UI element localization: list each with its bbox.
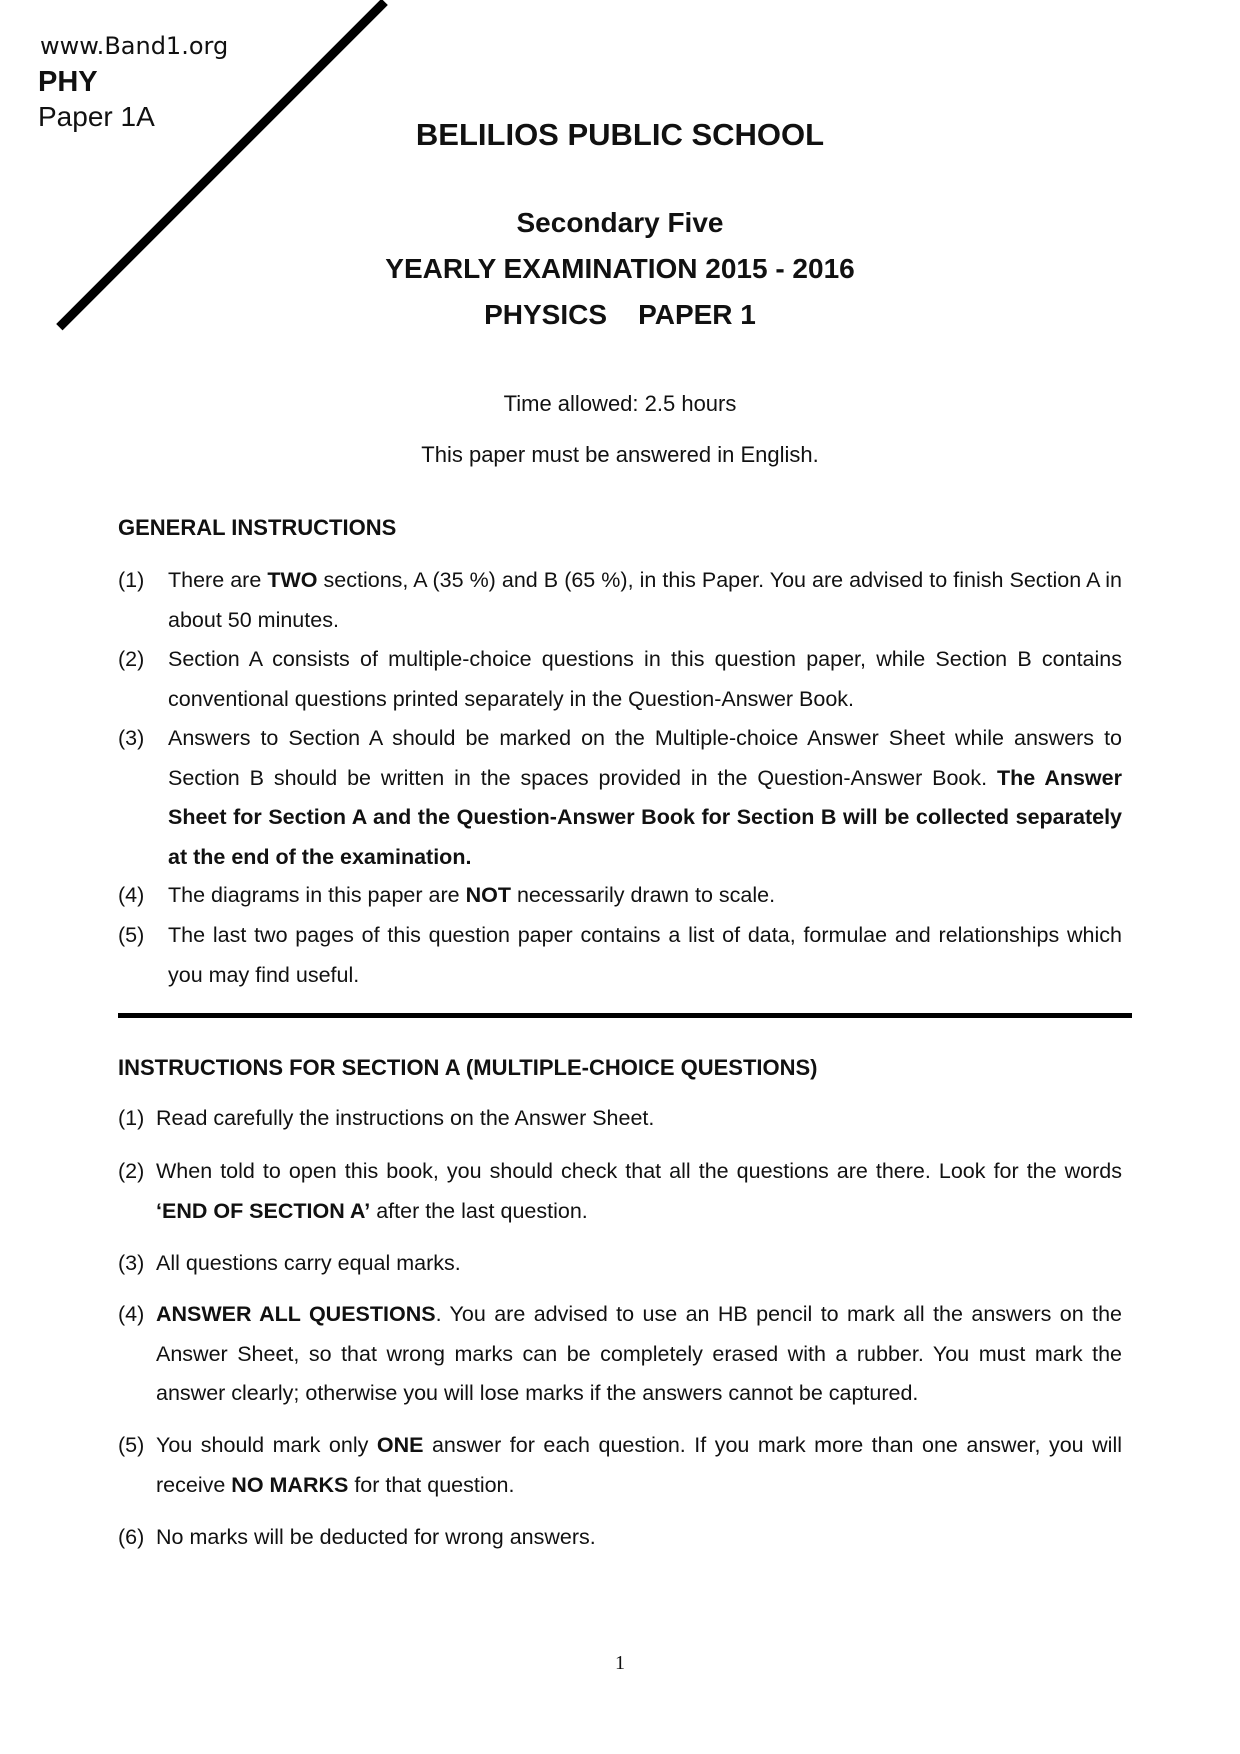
subject-code: PHY: [38, 66, 98, 98]
item-number: (1): [118, 1106, 145, 1130]
text: . You are advised to use an HB pencil to mark all the answers on the Answer Sheet, so that wrong marks can be completely erased with a rubber. You must mark the answer clearly; otherwise you will lose marks if the answers cannot be captured.: [156, 1302, 1123, 1405]
time-allowed: Time allowed: 2.5 hours: [503, 391, 737, 416]
item-number: (2): [118, 1159, 145, 1183]
instruction-item: [118, 640, 1122, 719]
item-text: [168, 719, 1122, 877]
text: after the last question.: [370, 1198, 588, 1223]
paper-title: PHYSICS PAPER 1: [484, 299, 756, 330]
general-instructions-heading: GENERAL INSTRUCTIONS: [118, 515, 397, 540]
website-watermark: www.Band1.org: [40, 32, 229, 60]
item-text: [168, 876, 1122, 916]
level: Secondary Five: [516, 207, 724, 238]
item-text: [168, 916, 1122, 995]
item-number: (6): [118, 1525, 145, 1549]
text: There are: [168, 568, 268, 592]
text: The last two pages of this question paper contains a list of data, formulae and relationships which you may find useful.: [168, 923, 1122, 987]
text: The diagrams in this paper are: [168, 883, 466, 907]
item-text: [156, 1244, 1122, 1284]
item-text: [156, 1099, 1122, 1139]
item-text: [156, 1518, 1122, 1558]
text: When told to open this book, you should check that all the questions are there. Look for the words: [156, 1159, 1122, 1183]
section-a-heading: INSTRUCTIONS FOR SECTION A (MULTIPLE-CHOICE QUESTIONS): [118, 1055, 818, 1080]
bold-text: The Answer Sheet for Section A and the Question-Answer Book for Section B will be collected separately at the end of the examination.: [168, 765, 1122, 869]
instruction-item: [118, 1099, 1122, 1139]
item-number: (4): [118, 1302, 145, 1326]
item-text: [156, 1426, 1122, 1505]
instruction-item: [118, 1295, 1122, 1414]
bold-text: TWO: [267, 568, 318, 592]
item-number: (1): [118, 568, 145, 592]
bold-text: ONE: [376, 1433, 424, 1457]
instruction-item: [118, 876, 1122, 916]
text: All questions carry equal marks.: [156, 1251, 461, 1275]
text: sections, A (35 %) and B (65 %), in this Paper. You are advised to finish Section A in about 50 minutes.: [168, 568, 1123, 632]
instruction-item: [118, 1518, 1122, 1558]
paper-code: Paper 1A: [38, 101, 155, 132]
text: necessarily drawn to scale.: [510, 883, 776, 907]
instruction-item: [118, 1426, 1122, 1505]
instruction-item: [118, 916, 1122, 995]
text: answer for each question. If you mark more than one answer, you will receive: [156, 1433, 1123, 1497]
instruction-item: [118, 719, 1122, 877]
language-note: This paper must be answered in English.: [421, 442, 819, 467]
instruction-item: [118, 561, 1122, 640]
bold-text: NOT: [465, 883, 511, 907]
item-text: [168, 640, 1122, 719]
text: Answers to Section A should be marked on the Multiple-choice Answer Sheet while answers to Section B should be written in the spaces provided in the Question-Answer Book.: [168, 726, 1122, 790]
exam-title: YEARLY EXAMINATION 2015 - 2016: [385, 253, 855, 284]
text: for that question.: [348, 1472, 515, 1497]
bold-text: ‘END OF SECTION A’: [156, 1198, 371, 1223]
bold-text: ANSWER ALL QUESTIONS: [156, 1302, 436, 1326]
item-text: [156, 1152, 1122, 1231]
divider-rule: [118, 1013, 1132, 1018]
item-text: [156, 1295, 1122, 1414]
instruction-item: [118, 1244, 1122, 1284]
bold-text: NO MARKS: [231, 1472, 349, 1497]
school-name: BELILIOS PUBLIC SCHOOL: [415, 117, 825, 152]
text: Section A consists of multiple-choice questions in this question paper, while Section B contains conventional questions printed separately in the Question-Answer Book.: [168, 647, 1122, 711]
item-number: (4): [118, 883, 145, 907]
item-text: [168, 561, 1122, 640]
text: No marks will be deducted for wrong answers.: [156, 1525, 596, 1549]
item-number: (2): [118, 647, 145, 671]
text: You should mark only: [156, 1433, 377, 1457]
item-number: (3): [118, 1251, 145, 1275]
item-number: (5): [118, 1433, 145, 1457]
item-number: (3): [118, 726, 145, 750]
instruction-item: [118, 1152, 1122, 1231]
page-number: 1: [615, 1652, 625, 1674]
text: Read carefully the instructions on the Answer Sheet.: [156, 1106, 655, 1130]
item-number: (5): [118, 923, 145, 947]
